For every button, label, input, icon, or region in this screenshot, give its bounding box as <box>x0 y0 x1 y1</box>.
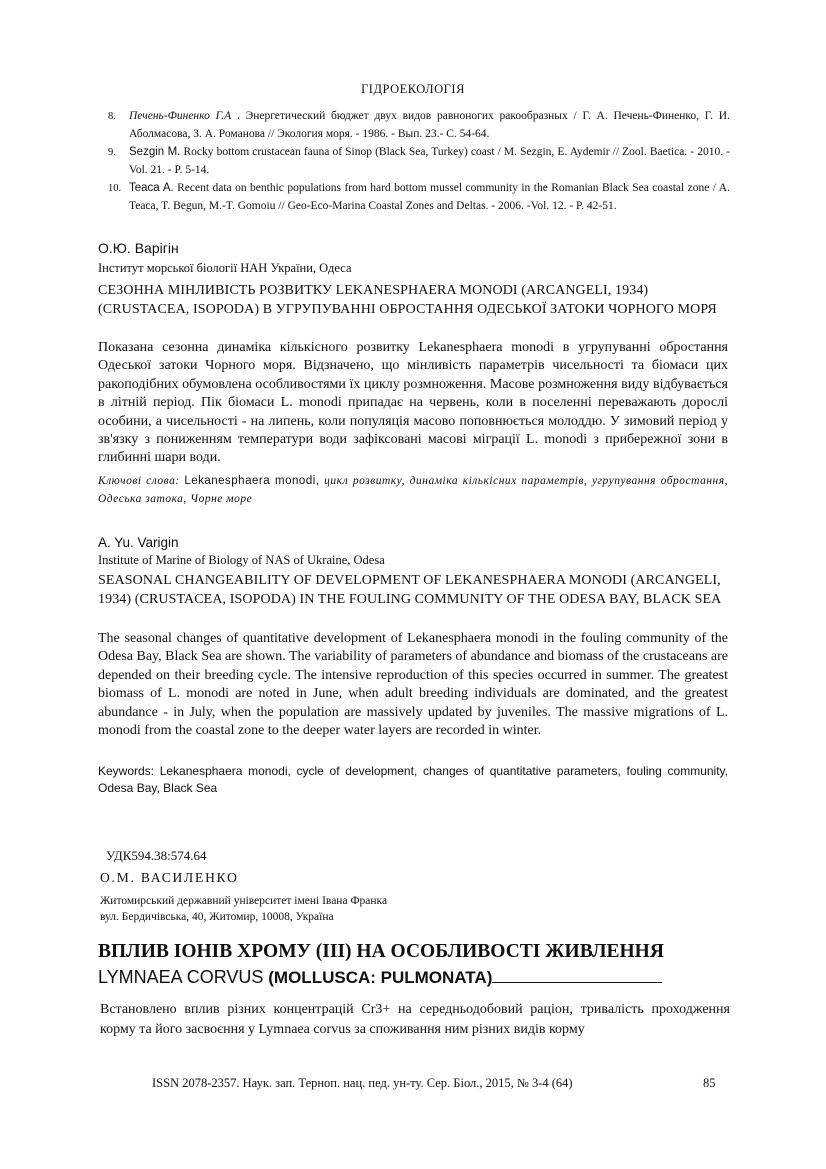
reference-list <box>100 108 730 216</box>
ua-author: О.Ю. Варігін <box>98 240 179 256</box>
ua-keywords: Ключові слова: Lekanesphaera monodi, цикл розвитку, динаміка кількісних параметрів, угрупування обростання, Одеська затока, Чорне море <box>98 475 728 505</box>
title-underline <box>492 964 662 983</box>
en-affiliation: Institute of Marine of Biology of NAS of Ukraine, Odesa <box>98 553 385 567</box>
reference-number: 9. <box>108 147 116 158</box>
ua-keywords-rest: цикл розвитку, динаміка кількісних параметрів, угрупування обростання, Одеська затока, Чорне море <box>98 475 728 505</box>
en-keywords: Keywords: Lekanesphaera monodi, cycle of development, changes of quantitative parameters, fouling community, Odesa Bay, Black Sea <box>98 764 728 795</box>
reference-text: . Энергетический бюджет двух видов равноногих ракообразных / Г. А. Печень-Финенко, Г. И. Аболмасова, З. А. Романова // Экология моря. - 1986. - Вып. 23.- С. 54-64. <box>129 110 730 140</box>
reference-number: 8. <box>108 111 116 122</box>
en-abstract: The seasonal changes of quantitative development of Lekanesphaera monodi in the fouling community of the Odesa Bay, Black Sea are shown. The variability of parameters of abundance and biomass of the crustaceans are depended on their breeding cycle. The intensive reproduction of this species occurred in summer. The greatest biomass of L. monodi are noted in June, when adult breeding individuals are dominated, and the greatest abundance - in July, when the population are massively updated by juveniles. The massive migrations of L. monodi from the coastal zone to the deeper water layers are recorded in winter. <box>98 631 728 739</box>
reference-author: Sezgin M. <box>129 146 181 158</box>
reference-text: Recent data on benthic populations from hard bottom mussel community in the Romanian Black Sea coastal zone / A. Teaca, T. Begun, M.-T. Gomoiu // Geo-Eco-Marina Coastal Zones and Deltas. - 2006. -Vol. 12. - P. 42-51. <box>129 182 730 212</box>
next-title-line1: ВПЛИВ ІОНІВ ХРОМУ (III) НА ОСОБЛИВОСТІ ЖИВЛЕННЯ <box>98 941 664 962</box>
ua-keywords-species: Lekanesphaera monodi, <box>184 475 320 487</box>
reference-item <box>100 144 730 179</box>
affiliation-line: Житомирський державний університет імені Івана Франка <box>100 895 388 907</box>
reference-text: Rocky bottom crustacean fauna of Sinop (Black Sea, Turkey) coast / M. Sezgin, E. Aydemir // Zool. Baetica. - 2010. - Vol. 21. - P. 5-14. <box>129 146 730 176</box>
en-title: SEASONAL CHANGEABILITY OF DEVELOPMENT OF LEKANESPHAERA MONODI (ARCANGELI, 1934) (CRUSTACEA, ISOPODA) IN THE FOULING COMMUNITY OF THE ODESA BAY, BLACK SEA <box>98 573 722 607</box>
en-author: A. Yu. Varigin <box>98 535 179 550</box>
next-author: О.М. ВАСИЛЕНКО <box>100 870 239 885</box>
next-title-species: LYMNAEA CORVUS <box>98 967 264 987</box>
reference-author: Teaca A. <box>129 182 174 194</box>
next-abstract: Встановлено вплив різних концентрацій Cr3+ на середньодобовий раціон, тривалість проходження корму та його засвоєння у Lymnaea corvus за споживання ним різних видів корму <box>100 1002 730 1037</box>
reference-author: Печень-Финенко Г.А <box>129 110 232 122</box>
next-affiliation <box>100 893 387 925</box>
ua-abstract: Показана сезонна динаміка кількісного розвитку Lekanesphaera monodi в угрупуванні обростання Одеської затоки Чорного моря. Відзначено, що мінливість параметрів чисельності та біомаси цих ракоподібних обумовлена особливостями їх циклу розмноження. Масове розмноження виду відбувається в літній період. Пік біомаси L. monodi припадає на червень, коли в поселенні переважають дорослі особини, а чисельності - на липень, коли популяція масово поповнюється молоддю. У зимовий період у зв'язку з пониженням температури води зафіксовані масові міграції L. monodi з прибережної зони в глибинні шари води. <box>98 340 728 466</box>
ua-affiliation: Інститут морської біології НАН України, Одеса <box>98 261 352 275</box>
next-title <box>98 940 738 990</box>
udk-code: УДК594.38:574.64 <box>106 848 207 863</box>
ua-title: СЕЗОННА МІНЛИВІСТЬ РОЗВИТКУ LEKANESPHAERA MONODI (ARCANGELI, 1934) (CRUSTACEA, ISOPODA) В УГРУПУВАННІ ОБРОСТАННЯ ОДЕСЬКОЇ ЗАТОКИ ЧОРНОГО МОРЯ <box>98 283 717 317</box>
affiliation-line: вул. Бердичівська, 40, Житомир, 10008, Україна <box>100 911 334 923</box>
next-title-line2 <box>98 964 738 990</box>
next-title-paren: (MOLLUSCA: PULMONATA) <box>268 968 493 987</box>
reference-number: 10. <box>108 183 122 194</box>
ua-keywords-label: Ключові слова <box>98 475 176 487</box>
running-head: ГІДРОЕКОЛОГІЯ <box>361 82 465 96</box>
reference-item <box>100 180 730 215</box>
page-number: 85 <box>703 1076 716 1090</box>
reference-item <box>100 108 730 143</box>
journal-citation: ISSN 2078-2357. Наук. зап. Терноп. нац. пед. ун-ту. Сер. Біол., 2015, № 3-4 (64) <box>152 1076 573 1090</box>
